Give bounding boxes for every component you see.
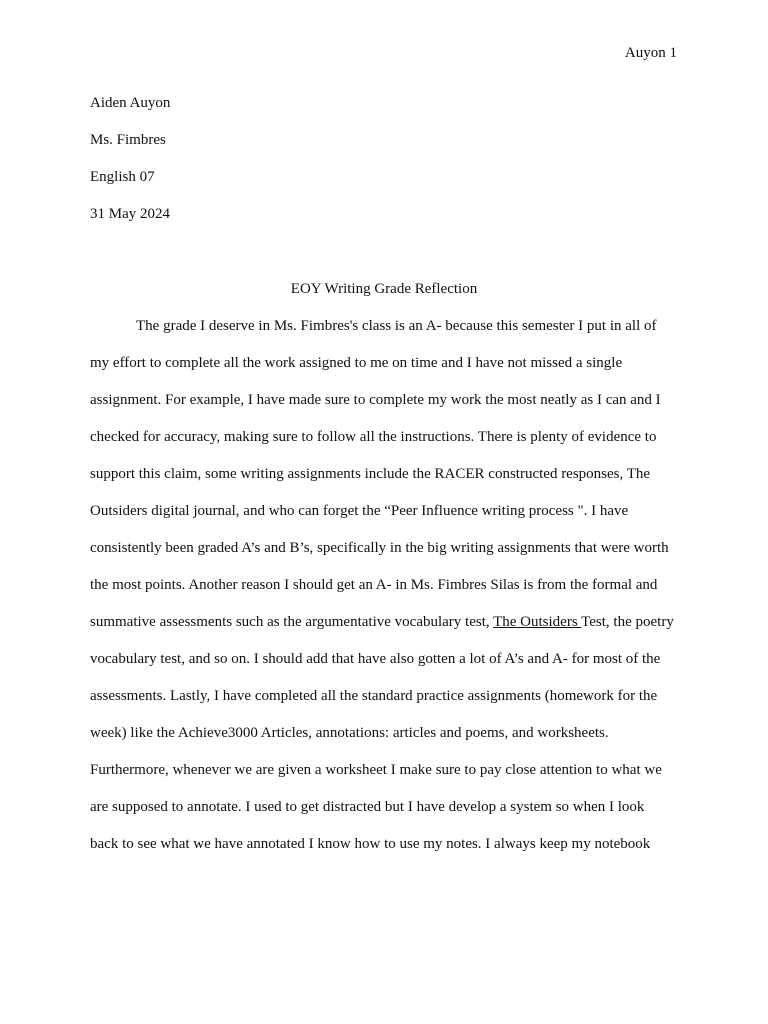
body-line: assignment. For example, I have made sure to complete my work the most neatly as I can and I — [90, 392, 661, 408]
body-line: The grade I deserve in Ms. Fimbres's class is an A- because this semester I put in all of — [136, 318, 657, 334]
body-line: assessments. Lastly, I have completed all the standard practice assignments (homework for the — [90, 688, 658, 704]
body-line: Outsiders digital journal, and who can forget the “Peer Influence writing process ". I have — [90, 503, 629, 519]
body-line: my effort to complete all the work assigned to me on time and I have not missed a single — [90, 355, 623, 371]
body-line — [90, 613, 678, 650]
body-line: are supposed to annotate. I used to get distracted but I have develop a system so when I look — [90, 799, 645, 815]
body-line: checked for accuracy, making sure to follow all the instructions. There is plenty of evidence to — [90, 429, 657, 445]
course-name: English 07 — [90, 169, 155, 185]
body-line: consistently been graded A’s and B’s, specifically in the big writing assignments that were worth — [90, 540, 669, 556]
body-text: summative assessments such as the argumentative vocabulary test, — [90, 614, 494, 630]
body-line: support this claim, some writing assignments include the RACER constructed responses, The — [90, 466, 651, 482]
mla-heading — [90, 94, 678, 242]
body-line: Furthermore, whenever we are given a worksheet I make sure to pay close attention to what we — [90, 762, 662, 778]
underlined-title: The Outsiders — [493, 614, 582, 630]
essay-title: EOY Writing Grade Reflection — [290, 281, 478, 297]
body-line: back to see what we have annotated I know how to use my notes. I always keep my notebook — [90, 836, 651, 852]
running-head: Auyon 1 — [624, 45, 677, 61]
body-text: Test, the poetry — [581, 614, 674, 630]
body-line: the most points. Another reason I should get an A- in Ms. Fimbres Silas is from the formal and — [90, 577, 658, 593]
essay-body — [90, 317, 678, 872]
body-line: vocabulary test, and so on. I should add that have also gotten a lot of A’s and A- for most of the — [90, 651, 661, 667]
body-line: week) like the Achieve3000 Articles, annotations: articles and poems, and worksheets. — [90, 725, 609, 741]
teacher-name: Ms. Fimbres — [90, 132, 166, 148]
essay-date: 31 May 2024 — [90, 206, 170, 222]
student-name: Aiden Auyon — [90, 95, 171, 111]
